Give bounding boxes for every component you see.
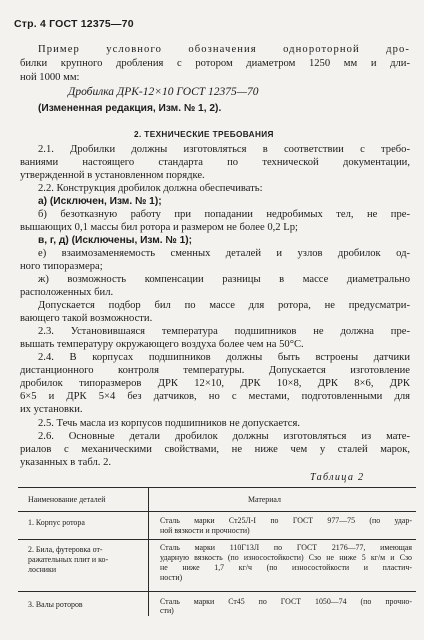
item-e-line: ного типоразмера;	[20, 261, 103, 272]
table-cell-material: ной вязкости и прочности)	[160, 526, 250, 535]
table-cell-material: сти)	[160, 606, 174, 615]
designation: Дробилка ДРК-12×10 ГОСТ 12375—70	[68, 86, 259, 98]
table-cell-part: лосники	[28, 565, 57, 574]
table-rule	[18, 591, 416, 592]
paragraph-line: 2.5. Течь масла из корпусов подшипников не допускается.	[38, 418, 301, 429]
table-cell-part: 2. Била, футеровка от-	[28, 545, 103, 554]
table-cell-material: Сталь марки 110Г13Л по ГОСТ 2176—77, имеющая	[160, 543, 412, 552]
paragraph-line: дистанционного контроля температуры. Допускается изготовление	[20, 365, 410, 376]
paragraph-line: вающего такой возможности.	[20, 313, 153, 324]
table-rule	[148, 487, 149, 616]
item-b-line: б) безотказную работу при попадании недробимых тел, не пре-	[38, 209, 410, 220]
table-rule	[18, 539, 416, 540]
example-line: билки крупного дробления с ротором диаметром 1250 мм и дли-	[20, 58, 410, 69]
column-header-material: Материал	[248, 495, 281, 504]
paragraph-line: утвержденной в установленном порядке.	[20, 170, 205, 181]
materials-table	[18, 487, 416, 637]
table-cell-material: ударную вязкость (по износостойкости) Сзо не ниже 5 кг/м и Сзо	[160, 553, 412, 562]
item-zh-line: ж) возможность компенсации разницы в массе диаметрально	[38, 274, 410, 285]
section-title: 2. ТЕХНИЧЕСКИЕ ТРЕБОВАНИЯ	[134, 130, 274, 139]
table-cell-material: ности)	[160, 573, 183, 582]
table-cell-part: ражательных плит и ко-	[28, 555, 109, 564]
table-cell-material: Сталь марки Ст45 по ГОСТ 1050—74 (по прочно-	[160, 597, 412, 606]
paragraph-line: риалов с механическими свойствами, не ниже чем у сталей марок,	[20, 444, 410, 455]
item-vgd: в, г, д) (Исключены, Изм. № 1);	[38, 235, 193, 246]
paragraph-line: 2.2. Конструкция дробилок должна обеспечивать:	[38, 183, 263, 194]
table-cell-material: Сталь марки Ст25Л-I по ГОСТ 977—75 (по удар-	[160, 516, 412, 525]
paragraph-line: 6×5 и ДРК 5×4 без датчиков, но с местами, подготовленными для	[20, 391, 410, 402]
table-cell-material: не ниже 1,7 кг/ч (по износостойкости и пластич-	[160, 563, 412, 572]
item-b-line: вышающих 0,1 массы бил ротора и размером не более 0,2 Lр;	[20, 222, 298, 233]
paragraph-line: 2.4. В корпусах подшипников должны быть встроены датчики	[38, 352, 410, 363]
paragraph-line: указанных в табл. 2.	[20, 457, 112, 468]
table-caption: Таблица 2	[310, 472, 365, 483]
paragraph-line: вышать температуру окружающего воздуха более чем на 50°С.	[20, 339, 304, 350]
item-e-line: е) взаимозаменяемость сменных деталей и узлов дробилок од-	[38, 248, 410, 259]
table-rule	[18, 511, 416, 512]
item-zh-line: расположенных бил.	[20, 287, 114, 298]
paragraph-line: 2.6. Основные детали дробилок должны изготовляться из мате-	[38, 431, 410, 442]
paragraph-line: 2.1. Дробилки должны изготовляться в соответствии с требо-	[38, 144, 410, 155]
column-header-parts: Наименование деталей	[28, 495, 106, 504]
example-line: Пример условного обозначения однороторной дро-	[38, 44, 410, 55]
table-cell-part: 3. Валы роторов	[28, 600, 83, 609]
page-header: Стр. 4 ГОСТ 12375—70	[14, 18, 134, 30]
paragraph-line: их установки.	[20, 404, 83, 415]
table-rule	[18, 487, 416, 488]
paragraph-line: Допускается подбор бил по массе для ротора, не предусматри-	[38, 300, 410, 311]
paragraph-line: дробилок типоразмеров ДРК 12×10, ДРК 10×8, ДРК 8×6, ДРК	[20, 378, 410, 389]
paragraph-line: 2.3. Установившаяся температура подшипников не должна пре-	[38, 326, 410, 337]
item-a: а) (Исключен, Изм. № 1);	[38, 196, 162, 207]
example-line: ной 1000 мм:	[20, 72, 80, 83]
revision-note: (Измененная редакция, Изм. № 1, 2).	[38, 103, 222, 114]
table-cell-part: 1. Корпус ротора	[28, 518, 85, 527]
paragraph-line: ваниями настоящего стандарта по технической документации,	[20, 157, 410, 168]
